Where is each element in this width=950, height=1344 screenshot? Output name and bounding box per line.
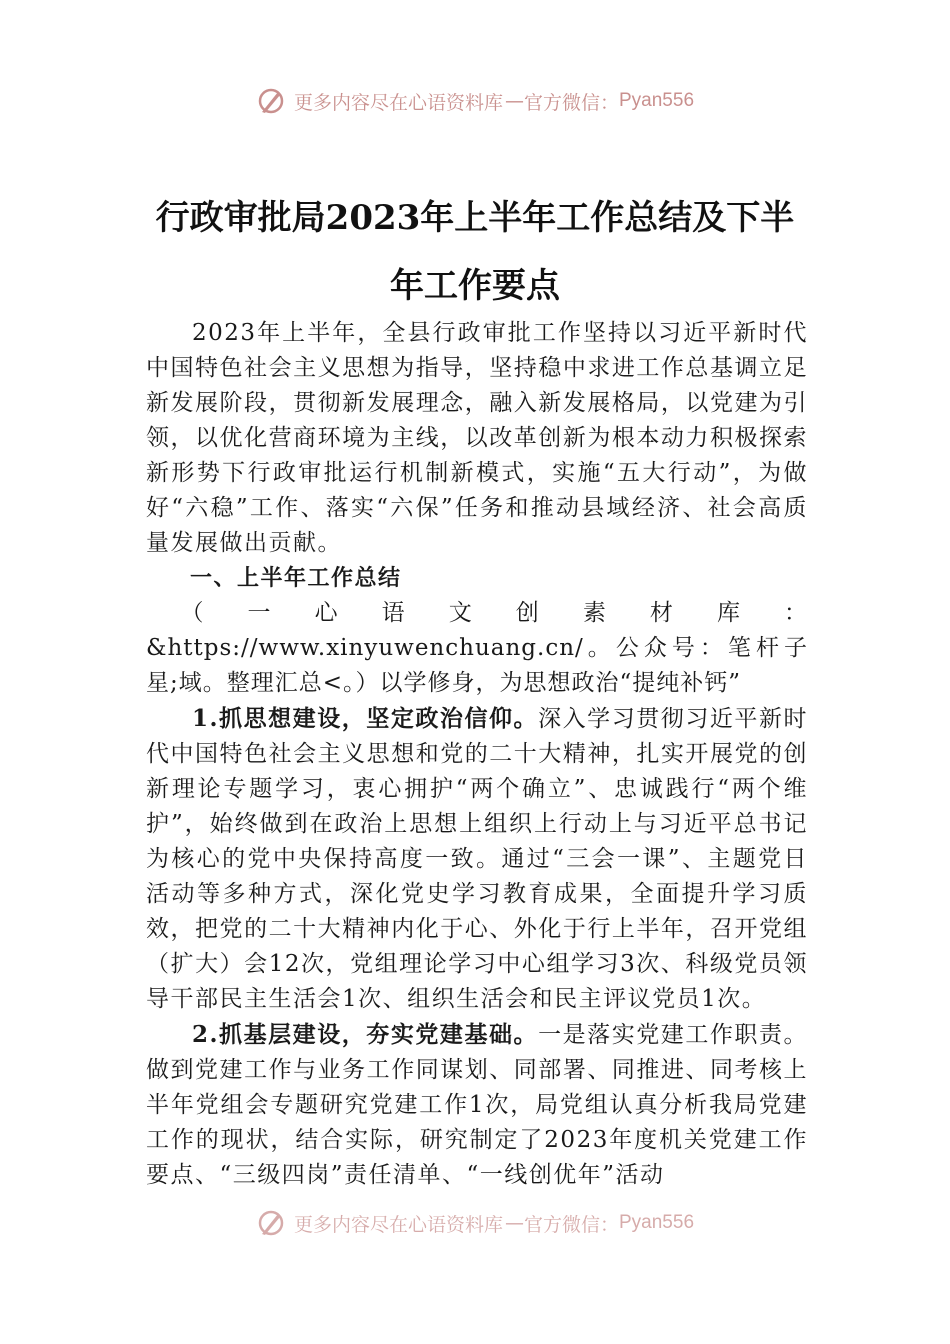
item1-lead: 1.抓思想建设，坚定政治信仰。 <box>192 705 539 732</box>
item1-body: 深入学习贯彻习近平新时代中国特色社会主义思想和党的二十大精神，扎实开展党的创新理论专题学习，衷心拥护“两个确立”、忠诚践行“两个维护”，始终做到在政治上思想上组织上行动上与习近平总书记为核心的党中央保持高度一致。通过“三会一课”、主题党日活动等多种方式，深化党史学习教育成果，全面提升学习质效，把党的二十大精神内化于心、外化于行上半年，召开党组（扩大）会12次，党组理论学习中心组学习3次、科级党员领导干部民主生活会1次、组织生活会和民主评议党员1次。 <box>146 706 809 1012</box>
watermark-separator: — <box>504 90 522 112</box>
document-title-line2: 年工作要点 <box>390 266 560 306</box>
item1-paragraph <box>146 701 808 1017</box>
watermark-wechat-id: Pyan556 <box>619 1212 695 1233</box>
watermark-wechat-id: Pyan556 <box>619 90 695 111</box>
section-heading: 一、上半年工作总结 <box>190 566 402 591</box>
source-note-paragraph: （一心语文创素材库：&https://www.xinyuwenchuang.cn/。公众号：笔杆子星;域。整理汇总<。）以学修身，为思想政治“提纯补钙” <box>146 600 808 696</box>
watermark-footer <box>0 1208 950 1238</box>
watermark-separator: — <box>504 1212 522 1234</box>
watermark-wechat-label: 官方微信： <box>523 91 619 114</box>
watermark-text: 更多内容尽在心语资料库 <box>293 91 503 114</box>
watermark-wechat-label: 官方微信： <box>523 1213 619 1236</box>
intro-paragraph: 2023年上半年，全县行政审批工作坚持以习近平新时代中国特色社会主义思想为指导，坚持稳中求进工作总基调立足新发展阶段，贯彻新发展理念，融入新发展格局，以党建为引领，以优化营商环境为主线，以改革创新为根本动力积极探索新形势下行政审批运行机制新模式，实施“五大行动”，为做好“六稳”工作、落实“六保”任务和推动县域经济、社会高质量发展做出贡献。 <box>146 320 808 556</box>
watermark-text: 更多内容尽在心语资料库 <box>293 1213 503 1236</box>
item2-paragraph <box>146 1017 808 1193</box>
document-body <box>146 316 808 1193</box>
quill-logo-icon <box>256 86 286 116</box>
watermark-header <box>0 86 950 116</box>
document-title-line1: 行政审批局2023年上半年工作总结及下半 <box>155 198 795 238</box>
quill-logo-icon <box>256 1208 286 1238</box>
item2-lead: 2.抓基层建设，夯实党建基础。 <box>192 1021 539 1048</box>
item2-body: 一是落实党建工作职责。做到党建工作与业务工作同谋划、同部署、同推进、同考核上半年党组会专题研究党建工作1次，局党组认真分析我局党建工作的现状，结合实际，研究制定了2023年度机关党建工作要点、“三级四岗”责任清单、“一线创优年”活动 <box>146 1022 809 1188</box>
